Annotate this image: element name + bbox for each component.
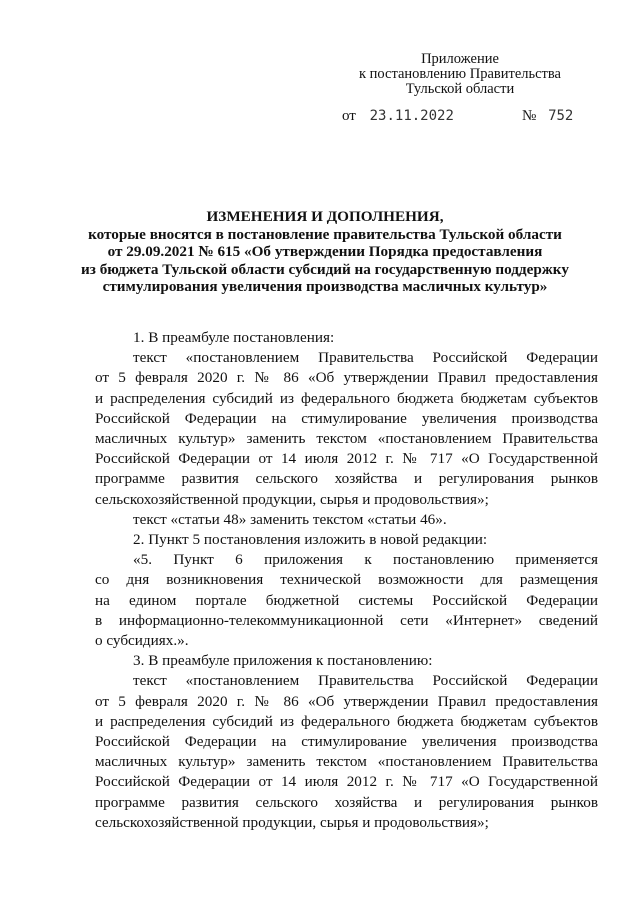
heading-line: стимулирования увеличения производства масличных культур» xyxy=(102,278,548,295)
paragraph-line: на едином портале бюджетной системы Российской Федерации xyxy=(95,591,598,609)
paragraph-line: Российской Федерации от 14 июля 2012 г. № 717 «О Государственной xyxy=(95,450,598,468)
paragraph-3 xyxy=(95,510,598,530)
paragraph-line: о субсидиях.». xyxy=(95,632,189,650)
paragraph-line: сельскохозяйственной продукции, сырья и продовольствия»; xyxy=(95,813,489,831)
paragraph-line: текст «постановлением Правительства Российской Федерации xyxy=(133,349,598,367)
date-number-line xyxy=(342,108,582,125)
paragraph-6 xyxy=(95,651,598,671)
paragraph-line: текст «постановлением Правительства Российской Федерации xyxy=(133,672,598,690)
document-date: 23.11.2022 xyxy=(369,108,454,124)
heading-line: которые вносятся в постановление правительства Тульской области xyxy=(88,225,562,243)
annex-line: Тульской области xyxy=(405,81,515,97)
paragraph-5 xyxy=(95,550,598,651)
paragraph-line: и распределения субсидий из федерального бюджета бюджетам субъектов xyxy=(95,389,598,407)
date-label: от xyxy=(342,108,356,124)
paragraph-line: Российской Федерации на стимулирование увеличения производства xyxy=(95,733,598,751)
annex-line: Приложение xyxy=(421,51,499,67)
paragraph-line: и распределения субсидий из федерального бюджета бюджетам субъектов xyxy=(95,712,598,730)
paragraph-line: программе развития сельского хозяйства и регулирования рынков xyxy=(95,793,598,811)
paragraph-line: сельскохозяйственной продукции, сырья и продовольствия»; xyxy=(95,490,489,508)
document-heading xyxy=(60,208,590,296)
paragraph-line: текст «статьи 48» заменить текстом «статьи 46». xyxy=(133,510,447,528)
paragraph-7 xyxy=(95,671,598,833)
number-group xyxy=(522,108,573,125)
number-label: № xyxy=(522,108,537,124)
paragraph-line: Российской Федерации на стимулирование увеличения производства xyxy=(95,409,598,427)
paragraph-line: от 5 февраля 2020 г. № 86 «Об утверждении Правил предоставления xyxy=(95,692,598,710)
paragraph-line: 2. Пункт 5 постановления изложить в новой редакции: xyxy=(133,531,488,549)
annex-block xyxy=(340,52,580,97)
paragraph-line: 3. В преамбуле приложения к постановлению: xyxy=(133,652,433,670)
heading-line: ИЗМЕНЕНИЯ И ДОПОЛНЕНИЯ, xyxy=(206,208,444,225)
paragraph-line: масличных культур» заменить текстом «постановлением Правительства xyxy=(95,753,598,771)
document-number: 752 xyxy=(548,108,574,124)
paragraph-line: «5. Пункт 6 приложения к постановлению применяется xyxy=(133,551,598,569)
heading-line: от 29.09.2021 № 615 «Об утверждении Порядка предоставления xyxy=(107,243,543,260)
paragraph-line: 1. В преамбуле постановления: xyxy=(133,329,335,346)
paragraph-2 xyxy=(95,348,598,510)
paragraph-4 xyxy=(95,530,598,550)
paragraph-line: со дня возникновения технической возможности для размещения xyxy=(95,571,598,589)
paragraph-line: программе развития сельского хозяйства и регулирования рынков xyxy=(95,470,598,488)
annex-line: к постановлению Правительства xyxy=(359,66,561,82)
paragraph-1 xyxy=(95,328,598,348)
document-body xyxy=(95,328,598,833)
paragraph-line: в информационно-телекоммуникационной сети «Интернет» сведений xyxy=(95,611,598,629)
paragraph-line: масличных культур» заменить текстом «постановлением Правительства xyxy=(95,430,598,448)
paragraph-line: Российской Федерации от 14 июля 2012 г. № 717 «О Государственной xyxy=(95,773,598,791)
paragraph-line: от 5 февраля 2020 г. № 86 «Об утверждении Правил предоставления xyxy=(95,369,598,387)
heading-line: из бюджета Тульской области субсидий на государственную поддержку xyxy=(81,260,569,278)
